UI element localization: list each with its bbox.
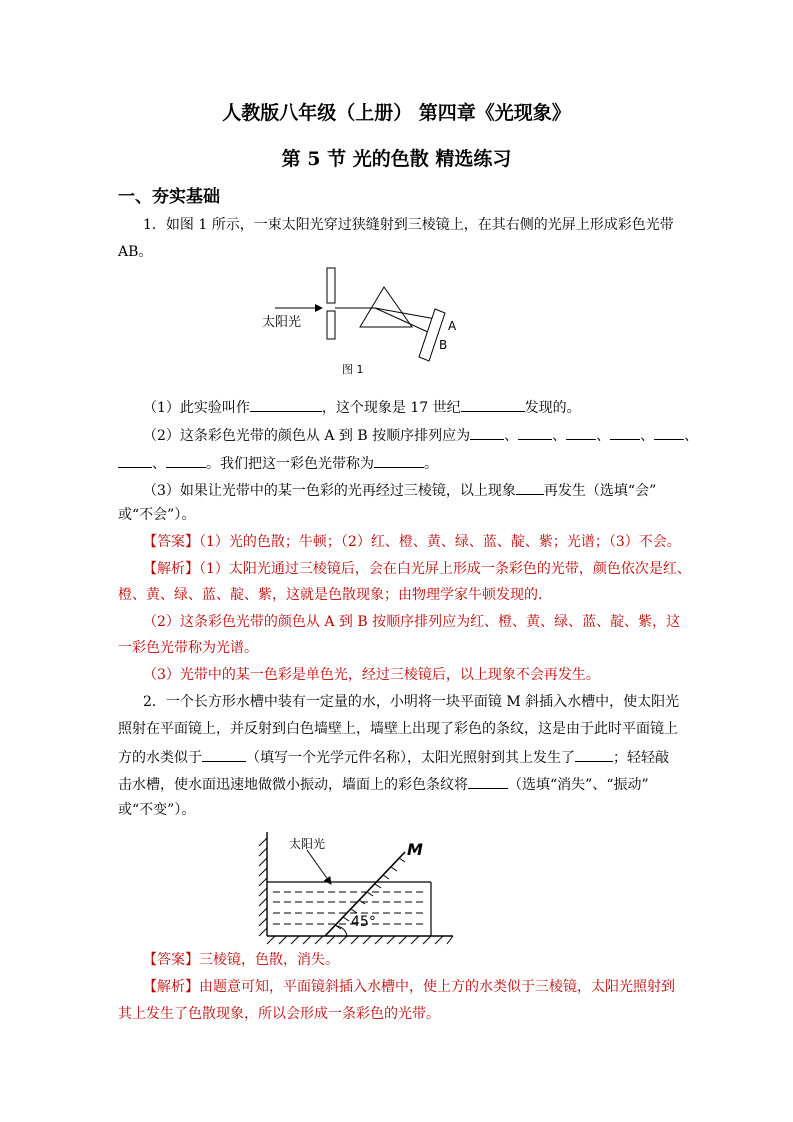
blank[interactable] <box>468 773 508 789</box>
q2-line1: 2．一个长方形水槽中装有一定量的水，小明将一块平面镜 M 斜插入水槽中，使太阳光 <box>143 694 680 710</box>
q2-line4: 击水槽，使水面迅速地做微小振动，墙面上的彩色条纹将 （选填“消失”、“振动” <box>118 773 649 795</box>
sunlight-label: 太阳光 <box>262 315 302 330</box>
figure-caption: 图 1 <box>342 363 364 376</box>
analysis-tag: 【解析】 <box>143 979 199 995</box>
q2-analysis-line2: 其上发生了色散现象，所以会形成一条彩色的光带。 <box>118 1006 440 1022</box>
page-subtitle: 第 5 节 光的色散 精选练习 <box>281 148 512 170</box>
q1-stem-line2: AB。 <box>118 244 153 260</box>
water-dashes <box>273 892 427 924</box>
answer-tag: 【答案】 <box>143 534 199 550</box>
figure-1-prism-diagram <box>250 265 470 380</box>
mirror-label: M <box>407 840 423 859</box>
q2-answer: 【答案】三棱镜，色散，消失。 <box>143 952 339 968</box>
q1-sub2-line1: （2）这条彩色光带的颜色从 A 到 B 按顺序排列应为 、 、 、 、 、 <box>143 424 698 446</box>
blank[interactable] <box>250 396 322 412</box>
analysis-tag: 【解析】 <box>143 561 199 577</box>
page-title: 人教版八年级（上册） 第四章《光现象》 <box>222 102 571 124</box>
q1-analysis-line5: （3）光带中的某一色彩是单色光，经过三棱镜后，以上现象不会再发生。 <box>143 667 600 683</box>
blank[interactable] <box>118 452 152 468</box>
q1-answer: 【答案】（1）光的色散；牛顿；（2）红、橙、黄、绿、蓝、靛、紫；光谱；（3）不会。 <box>143 534 681 550</box>
blank[interactable] <box>654 424 684 440</box>
blank[interactable] <box>461 396 525 412</box>
blank[interactable] <box>516 479 544 495</box>
answer-tag: 【答案】 <box>143 952 199 968</box>
angle-label: 45° <box>351 914 376 930</box>
sunlight-ray <box>307 850 331 884</box>
blank[interactable] <box>470 424 504 440</box>
blank[interactable] <box>610 424 640 440</box>
q1-sub2-line2: 、 。我们把这一彩色光带称为 。 <box>118 452 438 474</box>
figure-2-water-tank-diagram <box>255 828 460 946</box>
q2-line5: 或“不变”）。 <box>118 802 196 818</box>
section-heading: 一、夯实基础 <box>118 187 220 207</box>
q2-line2: 照射在平面镜上，并反射到白色墙壁上，墙壁上出现了彩色的条纹，这是由于此时平面镜上 <box>118 721 678 737</box>
sunlight-label: 太阳光 <box>289 837 326 851</box>
slit-upper-plate <box>327 268 335 303</box>
q1-sub3-line1: （3）如果让光带中的某一色彩的光再经过三棱镜，以上现象 再发生（选填“会” <box>143 479 656 501</box>
q1-sub3-line2: 或“不会”）。 <box>118 507 196 523</box>
tank-floor <box>267 936 453 944</box>
q1-sub1: （1）此实验叫作 ，这个现象是 17 世纪 发现的。 <box>143 396 581 418</box>
label-a: A <box>448 319 457 333</box>
blank[interactable] <box>202 746 246 762</box>
q2-line3: 方的水类似于 （填写一个光学元件名称），太阳光照射到其上发生了 ；轻轻敲 <box>118 746 669 768</box>
q2-analysis-line1: 【解析】由题意可知，平面镜斜插入水槽中，使上方的水类似于三棱镜，太阳光照射到 <box>143 979 675 995</box>
q1-analysis-line4: 一彩色光带称为光谱。 <box>118 640 258 656</box>
slit-lower-plate <box>327 311 335 339</box>
label-b: B <box>439 338 448 352</box>
blank[interactable] <box>566 424 596 440</box>
dispersed-ray-bottom <box>375 308 430 333</box>
blank[interactable] <box>166 452 206 468</box>
blank[interactable] <box>374 452 424 468</box>
q1-analysis-line1: 【解析】（1）太阳光通过三棱镜后，会在白光屏上形成一条彩色的光带，颜色依次是红、 <box>143 561 691 577</box>
q1-analysis-line3: （2）这条彩色光带的颜色从 A 到 B 按顺序排列应为红、橙、黄、绿、蓝、靛、紫，这 <box>143 614 681 630</box>
wall <box>259 832 267 936</box>
blank[interactable] <box>518 424 552 440</box>
q1-analysis-line2: 橙、黄、绿、蓝、靛、紫，这就是色散现象；由物理学家牛顿发现的. <box>118 587 543 603</box>
blank[interactable] <box>575 746 613 762</box>
q1-stem-line1: 1．如图 1 所示，一束太阳光穿过狭缝射到三棱镜上，在其右侧的光屏上形成彩色光带 <box>143 217 674 233</box>
